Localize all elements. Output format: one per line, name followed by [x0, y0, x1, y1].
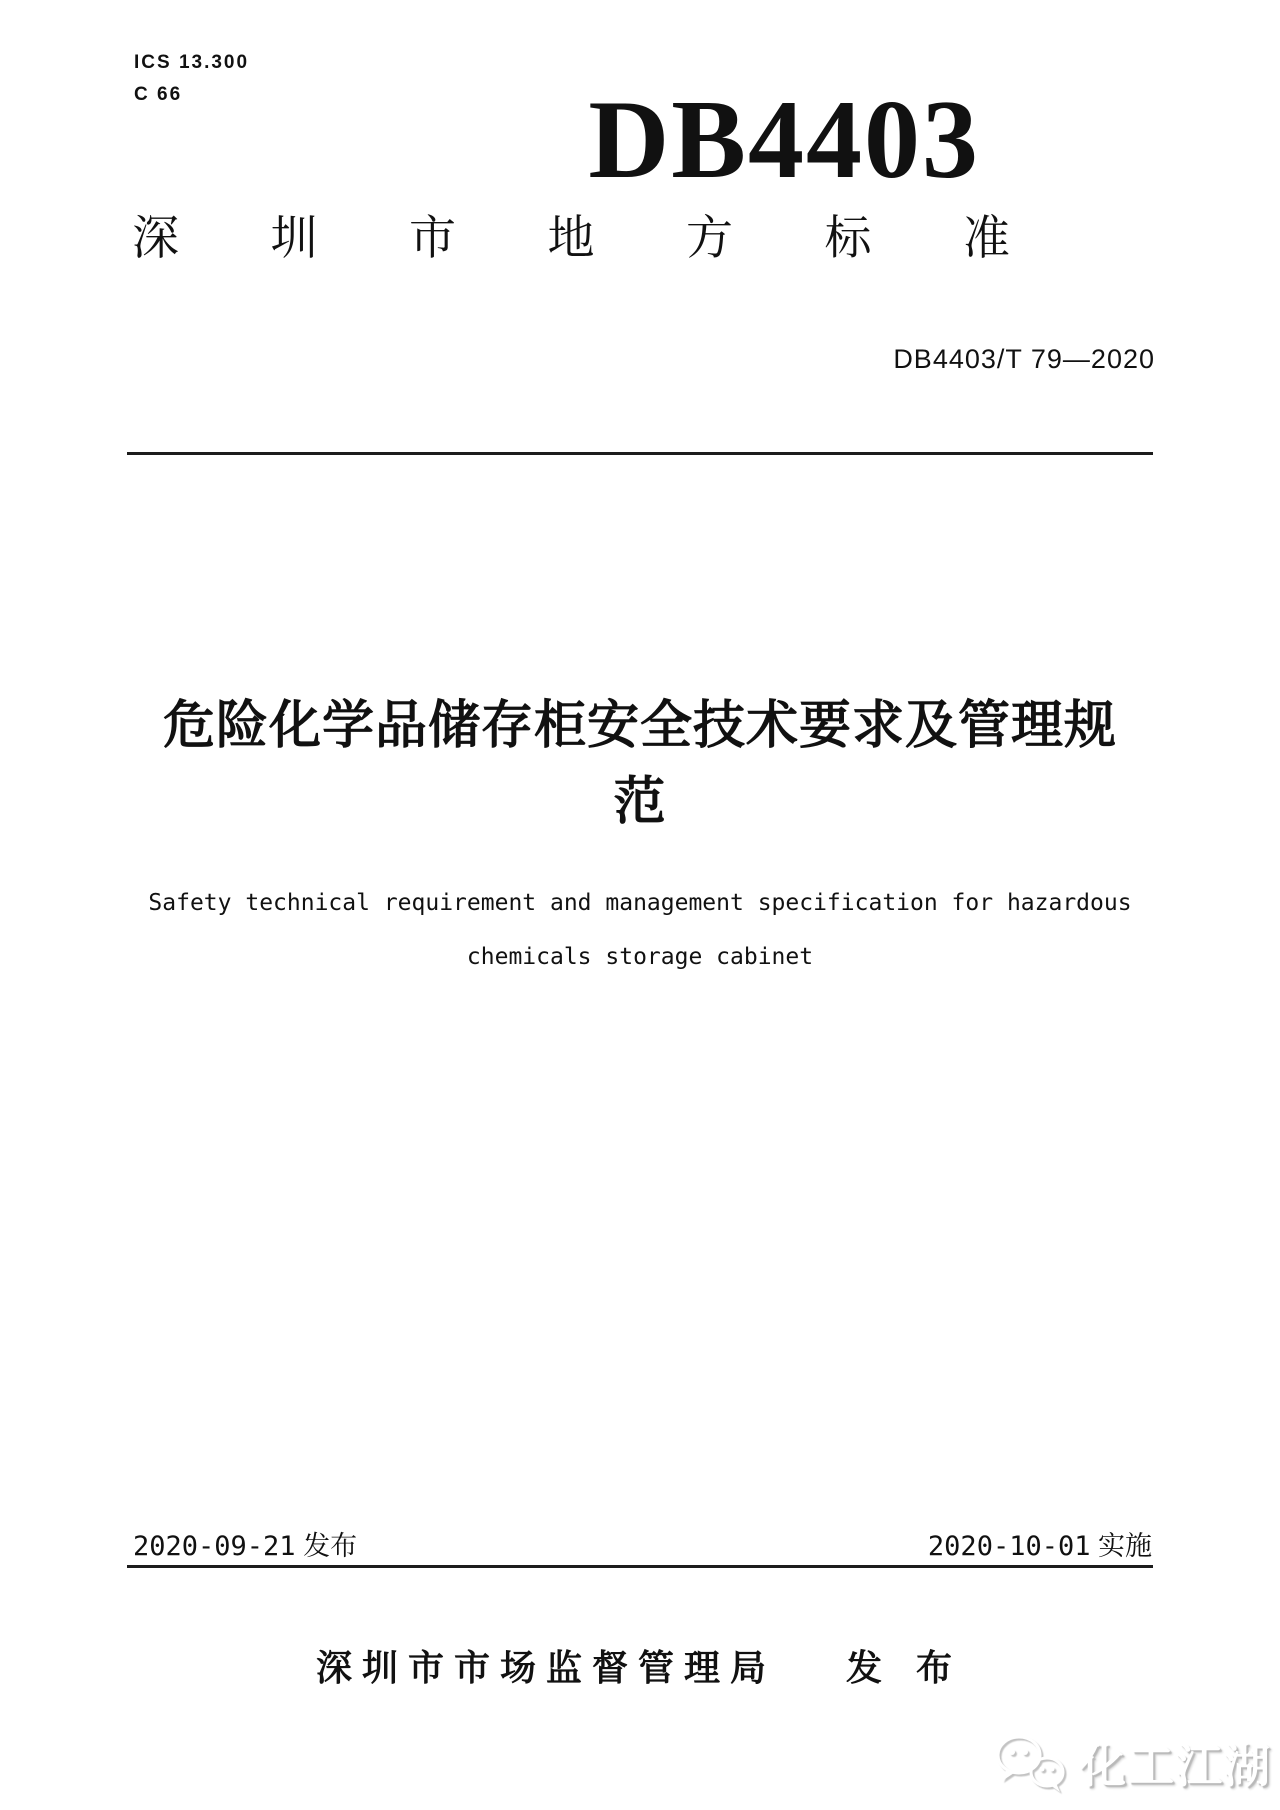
- release-label: 发 布: [846, 1647, 965, 1688]
- classification-code: C 66: [134, 84, 183, 105]
- implement-date-label: 实施: [1098, 1531, 1152, 1561]
- issue-date: [133, 1524, 357, 1563]
- document-title-zh-line1: 危险化学品储存柜安全技术要求及管理规: [162, 697, 1117, 755]
- standard-type-char: 圳: [270, 211, 318, 264]
- implement-date-value: 2020-10-01: [927, 1531, 1091, 1562]
- standard-type-title: [132, 211, 1010, 264]
- header-divider: [127, 452, 1153, 455]
- standard-type-char: 准: [963, 211, 1010, 264]
- publisher-name: 深圳市市场监督管理局: [315, 1647, 776, 1688]
- document-title-en-line1: Safety technical requirement and management specification for hazardous: [148, 890, 1132, 916]
- watermark: [992, 1730, 1272, 1796]
- issue-date-label: 发布: [303, 1531, 358, 1561]
- document-title-en-line2: chemicals storage cabinet: [466, 944, 814, 970]
- date-row: [133, 1524, 1152, 1563]
- standard-type-char: 方: [686, 211, 733, 264]
- watermark-text: 化工江湖: [1080, 1740, 1272, 1792]
- document-title-zh-line2: 范: [613, 773, 667, 831]
- wechat-icon: [992, 1731, 1070, 1795]
- document-title-zh: [0, 688, 1280, 840]
- implement-date: [928, 1524, 1152, 1563]
- publisher-row: [0, 1640, 1280, 1691]
- issue-date-value: 2020-09-21: [133, 1531, 296, 1562]
- standard-logo-code: DB4403: [588, 78, 980, 202]
- standard-number: DB4403/T 79—2020: [893, 344, 1155, 374]
- standard-type-char: 标: [824, 211, 872, 264]
- document-title-en: [0, 876, 1280, 984]
- standard-type-char: 深: [132, 211, 179, 264]
- standard-type-char: 地: [547, 211, 595, 264]
- ics-code: ICS 13.300: [134, 52, 250, 73]
- footer-divider: [127, 1565, 1153, 1568]
- standard-type-char: 市: [409, 211, 456, 264]
